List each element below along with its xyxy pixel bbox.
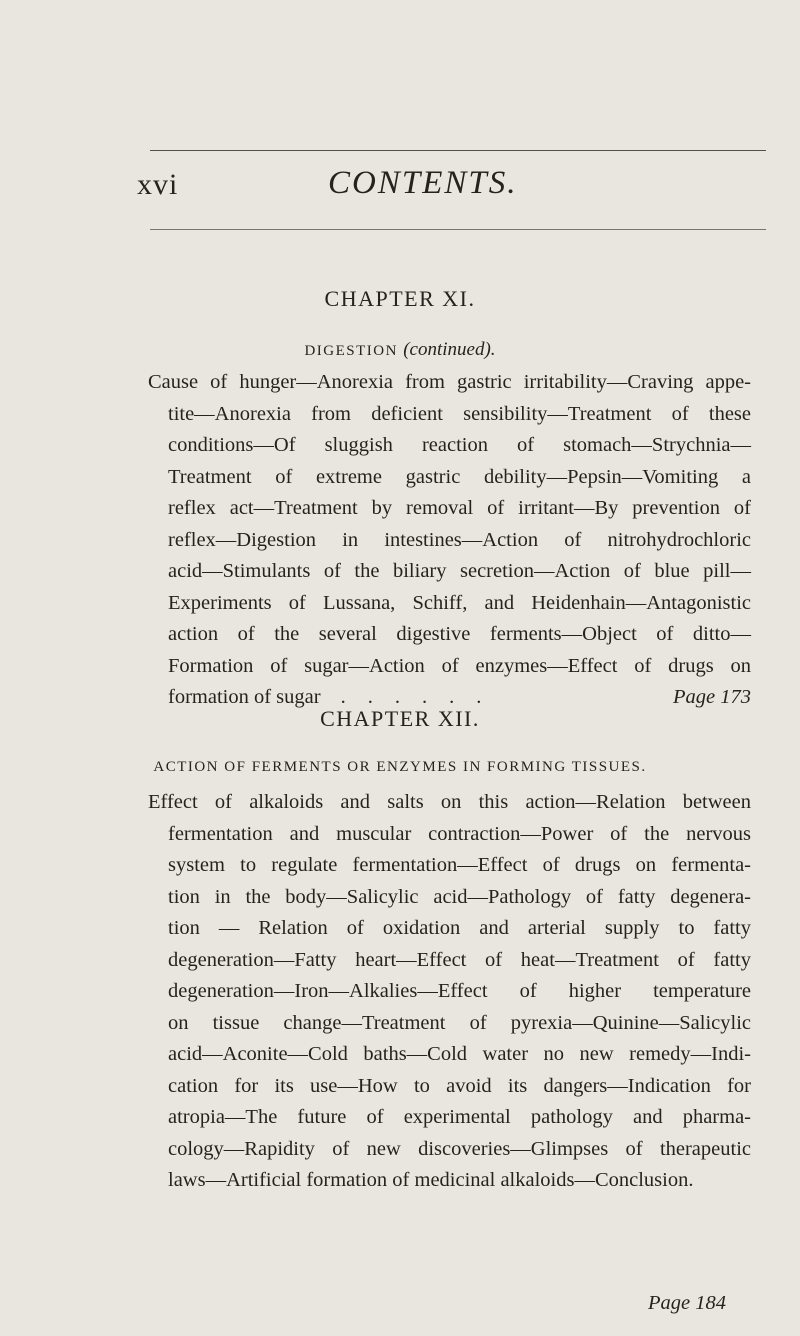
summary-line: action of the several digestive ferments—Object of ditto—: [168, 623, 751, 645]
chapter-11-subtitle: [0, 339, 800, 361]
summary-line-text: formation of sugar: [168, 686, 321, 708]
summary-line: degeneration—Fatty heart—Effect of heat—Treatment of fatty: [168, 948, 751, 971]
summary-line: cology—Rapidity of new discoveries—Glimpses of therapeutic: [168, 1137, 751, 1160]
summary-line: reflex—Digestion in intestines—Action of nitrohydrochloric: [168, 528, 751, 551]
page-reference: Page 173: [673, 686, 751, 708]
summary-line: Experiments of Lussana, Schiff, and Heidenhain—Antagonistic: [168, 591, 751, 614]
summary-line: tion in the body—Salicylic acid—Pathology of fatty degenera-: [168, 885, 751, 908]
chapter-11-subtitle-text: DIGESTION: [304, 343, 398, 359]
summary-line: fermentation and muscular contraction—Power of the nervous: [168, 822, 751, 845]
summary-line: conditions—Of sluggish reaction of stomach—Strychnia—: [168, 434, 751, 456]
summary-line: tite—Anorexia from deficient sensibility—Treatment of these: [168, 402, 751, 425]
summary-line: Cause of hunger—Anorexia from gastric irritability—Craving appe-: [148, 371, 751, 393]
summary-line: reflex act—Treatment by removal of irritant—By prevention of: [168, 497, 751, 519]
summary-line: Formation of sugar—Action of enzymes—Effect of drugs on: [168, 654, 751, 677]
chapter-12-subtitle: ACTION OF FERMENTS OR ENZYMES IN FORMING TISSUES.: [153, 759, 647, 775]
summary-line: Effect of alkaloids and salts on this action—Relation between: [148, 791, 751, 813]
summary-line: acid—Stimulants of the biliary secretion—Action of blue pill—: [168, 560, 751, 582]
summary-line: cation for its use—How to avoid its dangers—Indication for: [168, 1074, 751, 1097]
chapter-11-subtitle-continued: (continued).: [403, 339, 496, 360]
summary-line: atropia—The future of experimental pathology and pharma-: [168, 1106, 751, 1128]
page-reference: Page 184: [648, 1292, 726, 1314]
summary-line: laws—Artificial formation of medicinal alkaloids—Conclusion.: [168, 1169, 694, 1191]
chapter-12-heading: CHAPTER XII.: [320, 706, 480, 731]
header-rule-top: [150, 150, 766, 151]
summary-line: degeneration—Iron—Alkalies—Effect of higher temperature: [168, 980, 751, 1002]
summary-line: Treatment of extreme gastric debility—Pepsin—Vomiting a: [168, 465, 751, 488]
page-folio: xvi: [137, 168, 179, 201]
summary-line: acid—Aconite—Cold baths—Cold water no new remedy—Indi-: [168, 1043, 751, 1065]
chapter-12-summary: [148, 787, 751, 1197]
header-rule-bottom: [150, 229, 766, 230]
dot-leader: ......: [340, 686, 504, 708]
chapter-11-heading: CHAPTER XI.: [324, 286, 476, 311]
running-head: CONTENTS.: [328, 165, 518, 201]
summary-line: on tissue change—Treatment of pyrexia—Quinine—Salicylic: [168, 1011, 751, 1034]
chapter-11-summary: [148, 367, 751, 714]
summary-line: system to regulate fermentation—Effect of drugs on fermenta-: [168, 854, 751, 876]
summary-line: tion — Relation of oxidation and arterial supply to fatty: [168, 917, 751, 939]
